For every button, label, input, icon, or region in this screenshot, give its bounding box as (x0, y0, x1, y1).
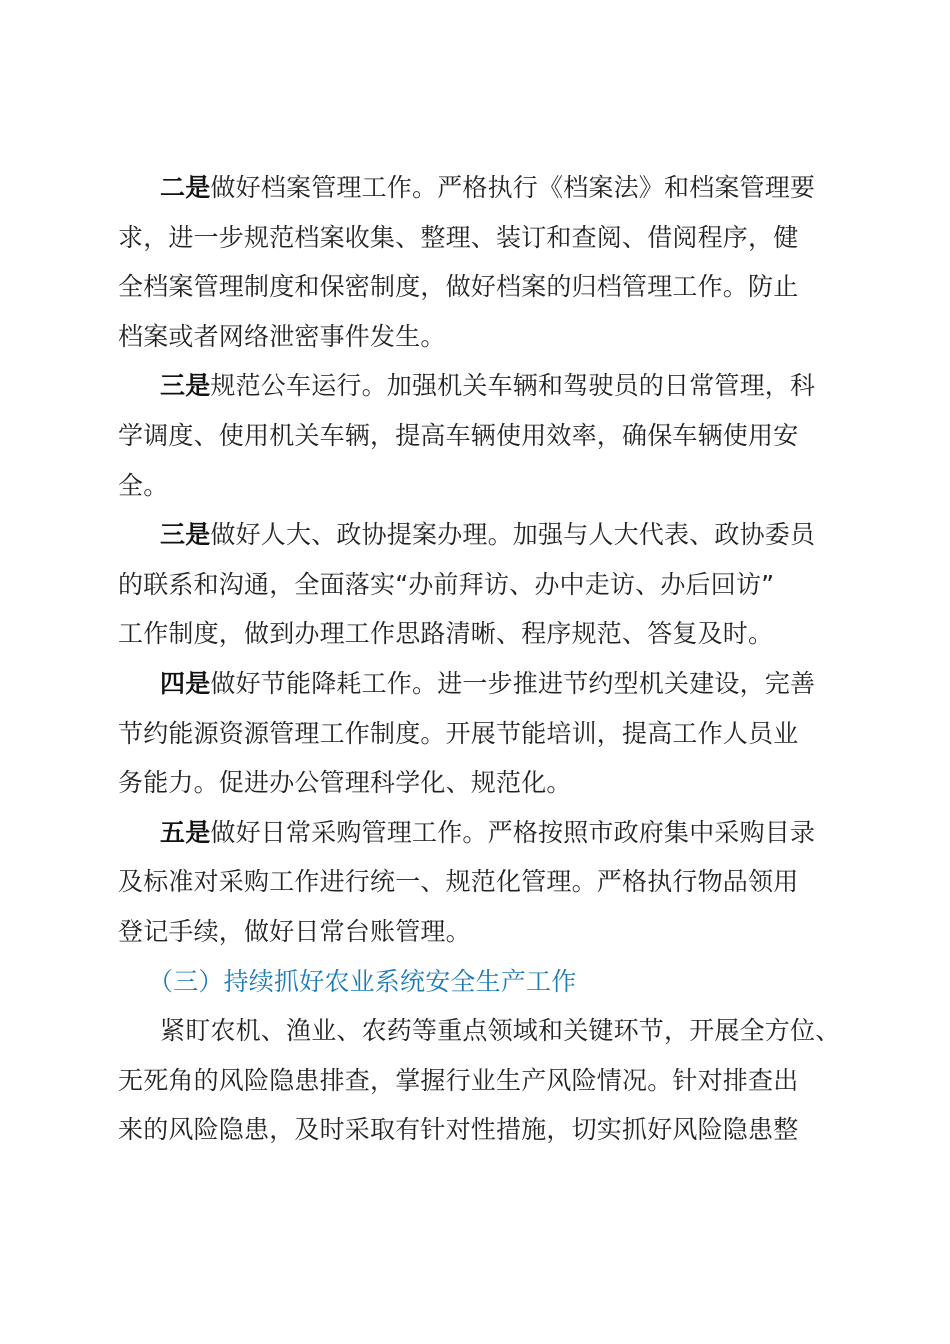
paragraph-line: 学调度、使用机关车辆，提高车辆使用效率，确保车辆使用安 (118, 420, 799, 450)
paragraph-text: 做好人大、政协提案办理。加强与人大代表、政协委员 (210, 520, 816, 550)
paragraph-line: 档案或者网络泄密事件发生。 (118, 321, 446, 351)
paragraph-procurement (118, 808, 838, 957)
paragraph-line: 来的风险隐患，及时采取有针对性措施，切实抓好风险隐患整 (118, 1115, 799, 1145)
paragraph-line: 全。 (118, 470, 169, 500)
paragraph-lead: 五是 (160, 817, 211, 847)
paragraph-line: 求，进一步规范档案收集、整理、装订和查阅、借阅程序，健 (118, 222, 799, 252)
paragraph-line (118, 163, 838, 213)
paragraph-line: 登记手续，做好日常台账管理。 (118, 916, 471, 946)
paragraph-line (118, 510, 838, 560)
paragraph-lead: 四是 (160, 668, 211, 698)
paragraph-lead: 二是 (160, 173, 211, 202)
paragraph-proposals (118, 510, 838, 659)
paragraph-line (118, 361, 838, 411)
paragraph-line: 务能力。促进办公管理科学化、规范化。 (118, 768, 572, 798)
paragraph-energy (118, 659, 838, 808)
paragraph-lead: 三是 (160, 520, 211, 550)
paragraph-line: 工作制度，做到办理工作思路清晰、程序规范、答复及时。 (118, 619, 774, 649)
paragraph-line: 的联系和沟通，全面落实“办前拜访、办中走访、办后回访” (118, 569, 775, 599)
paragraph-text: 做好节能降耗工作。进一步推进节约型机关建设，完善 (210, 668, 816, 698)
paragraph-safety (118, 1006, 841, 1155)
paragraph-line: 紧盯农机、渔业、农药等重点领域和关键环节，开展全方位、 (160, 1016, 841, 1046)
paragraph-text: 做好档案管理工作。严格执行《档案法》和档案管理要 (210, 173, 816, 202)
paragraph-line (118, 659, 838, 709)
section-heading: （三）持续抓好农业系统安全生产工作 (148, 966, 577, 996)
paragraph-text: 做好日常采购管理工作。严格按照市政府集中采购目录 (210, 817, 816, 847)
document-body (118, 163, 841, 1155)
paragraph-line (118, 808, 838, 858)
paragraph-line: 及标准对采购工作进行统一、规范化管理。严格执行物品领用 (118, 867, 799, 897)
paragraph-archives (118, 163, 838, 361)
paragraph-line: 全档案管理制度和保密制度，做好档案的归档管理工作。防止 (118, 272, 799, 302)
paragraph-lead: 三是 (160, 371, 211, 401)
paragraph-line: 无死角的风险隐患排查，掌握行业生产风险情况。针对排查出 (118, 1065, 799, 1095)
paragraph-line: 节约能源资源管理工作制度。开展节能培训，提高工作人员业 (118, 718, 799, 748)
paragraph-vehicles (118, 361, 838, 510)
paragraph-text: 规范公车运行。加强机关车辆和驾驶员的日常管理，科 (210, 371, 816, 401)
